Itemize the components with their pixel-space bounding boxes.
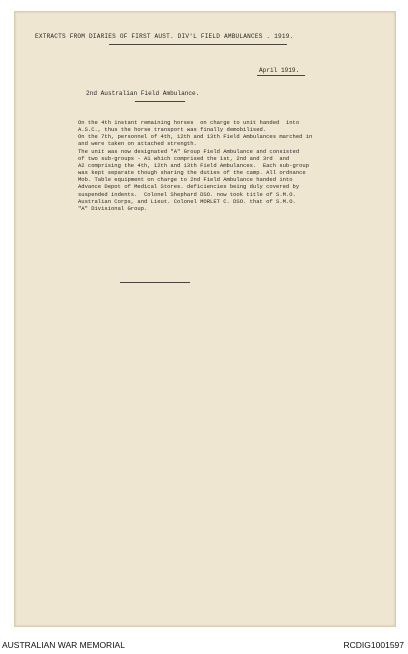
- body-line: Advance Depot of Medical Stores. deficiencies being duly covered by: [78, 183, 300, 191]
- document-date: April 1919.: [259, 67, 300, 74]
- body-text: [78, 119, 312, 212]
- title-underline: [109, 44, 287, 45]
- body-line: "A" Divisional Group.: [78, 204, 148, 212]
- body-line: A.S.C., thus the horse transport was finally demobilised.: [78, 126, 267, 134]
- footer-institution: AUSTRALIAN WAR MEMORIAL: [2, 640, 125, 650]
- closing-rule: [120, 282, 190, 283]
- section-heading: 2nd Australian Field Ambulance.: [86, 90, 200, 97]
- body-line: Australian Corps, and Lieut. Colonel MORLET C. DSO. that of S.M.O.: [78, 197, 296, 205]
- footer-record-id: RCDIG1001597: [343, 640, 404, 650]
- body-line: of two sub-groups - A1 which comprised the 1st, 2nd and 3rd and: [78, 154, 290, 162]
- heading-underline: [135, 101, 185, 102]
- document-title: EXTRACTS FROM DIARIES OF FIRST AUST. DIV'L FIELD AMBULANCES . 1919.: [35, 33, 294, 40]
- body-line: suspended indents. Colonel Shephard DSO. now took title of S.M.O.: [78, 190, 296, 198]
- date-underline: [257, 75, 305, 76]
- body-line: Mob. Table equipment on charge to 2nd Field Ambulance handed into: [78, 176, 293, 184]
- body-line: On the 7th, personnel of 4th, 12th and 13th Field Ambulances marched in: [78, 133, 313, 141]
- body-line: A2 comprising the 4th, 12th and 13th Field Ambulances. Each sub-group: [78, 161, 310, 169]
- body-line: On the 4th instant remaining horses on charge to unit handed into: [78, 119, 300, 126]
- body-line: was kept separate though sharing the duties of the camp. All ordnance: [78, 169, 306, 177]
- body-line: and were taken on attached strength.: [78, 140, 197, 148]
- body-line: The unit was now designated "A" Group Field Ambulance and consisted: [78, 147, 300, 155]
- document-page: [14, 11, 396, 627]
